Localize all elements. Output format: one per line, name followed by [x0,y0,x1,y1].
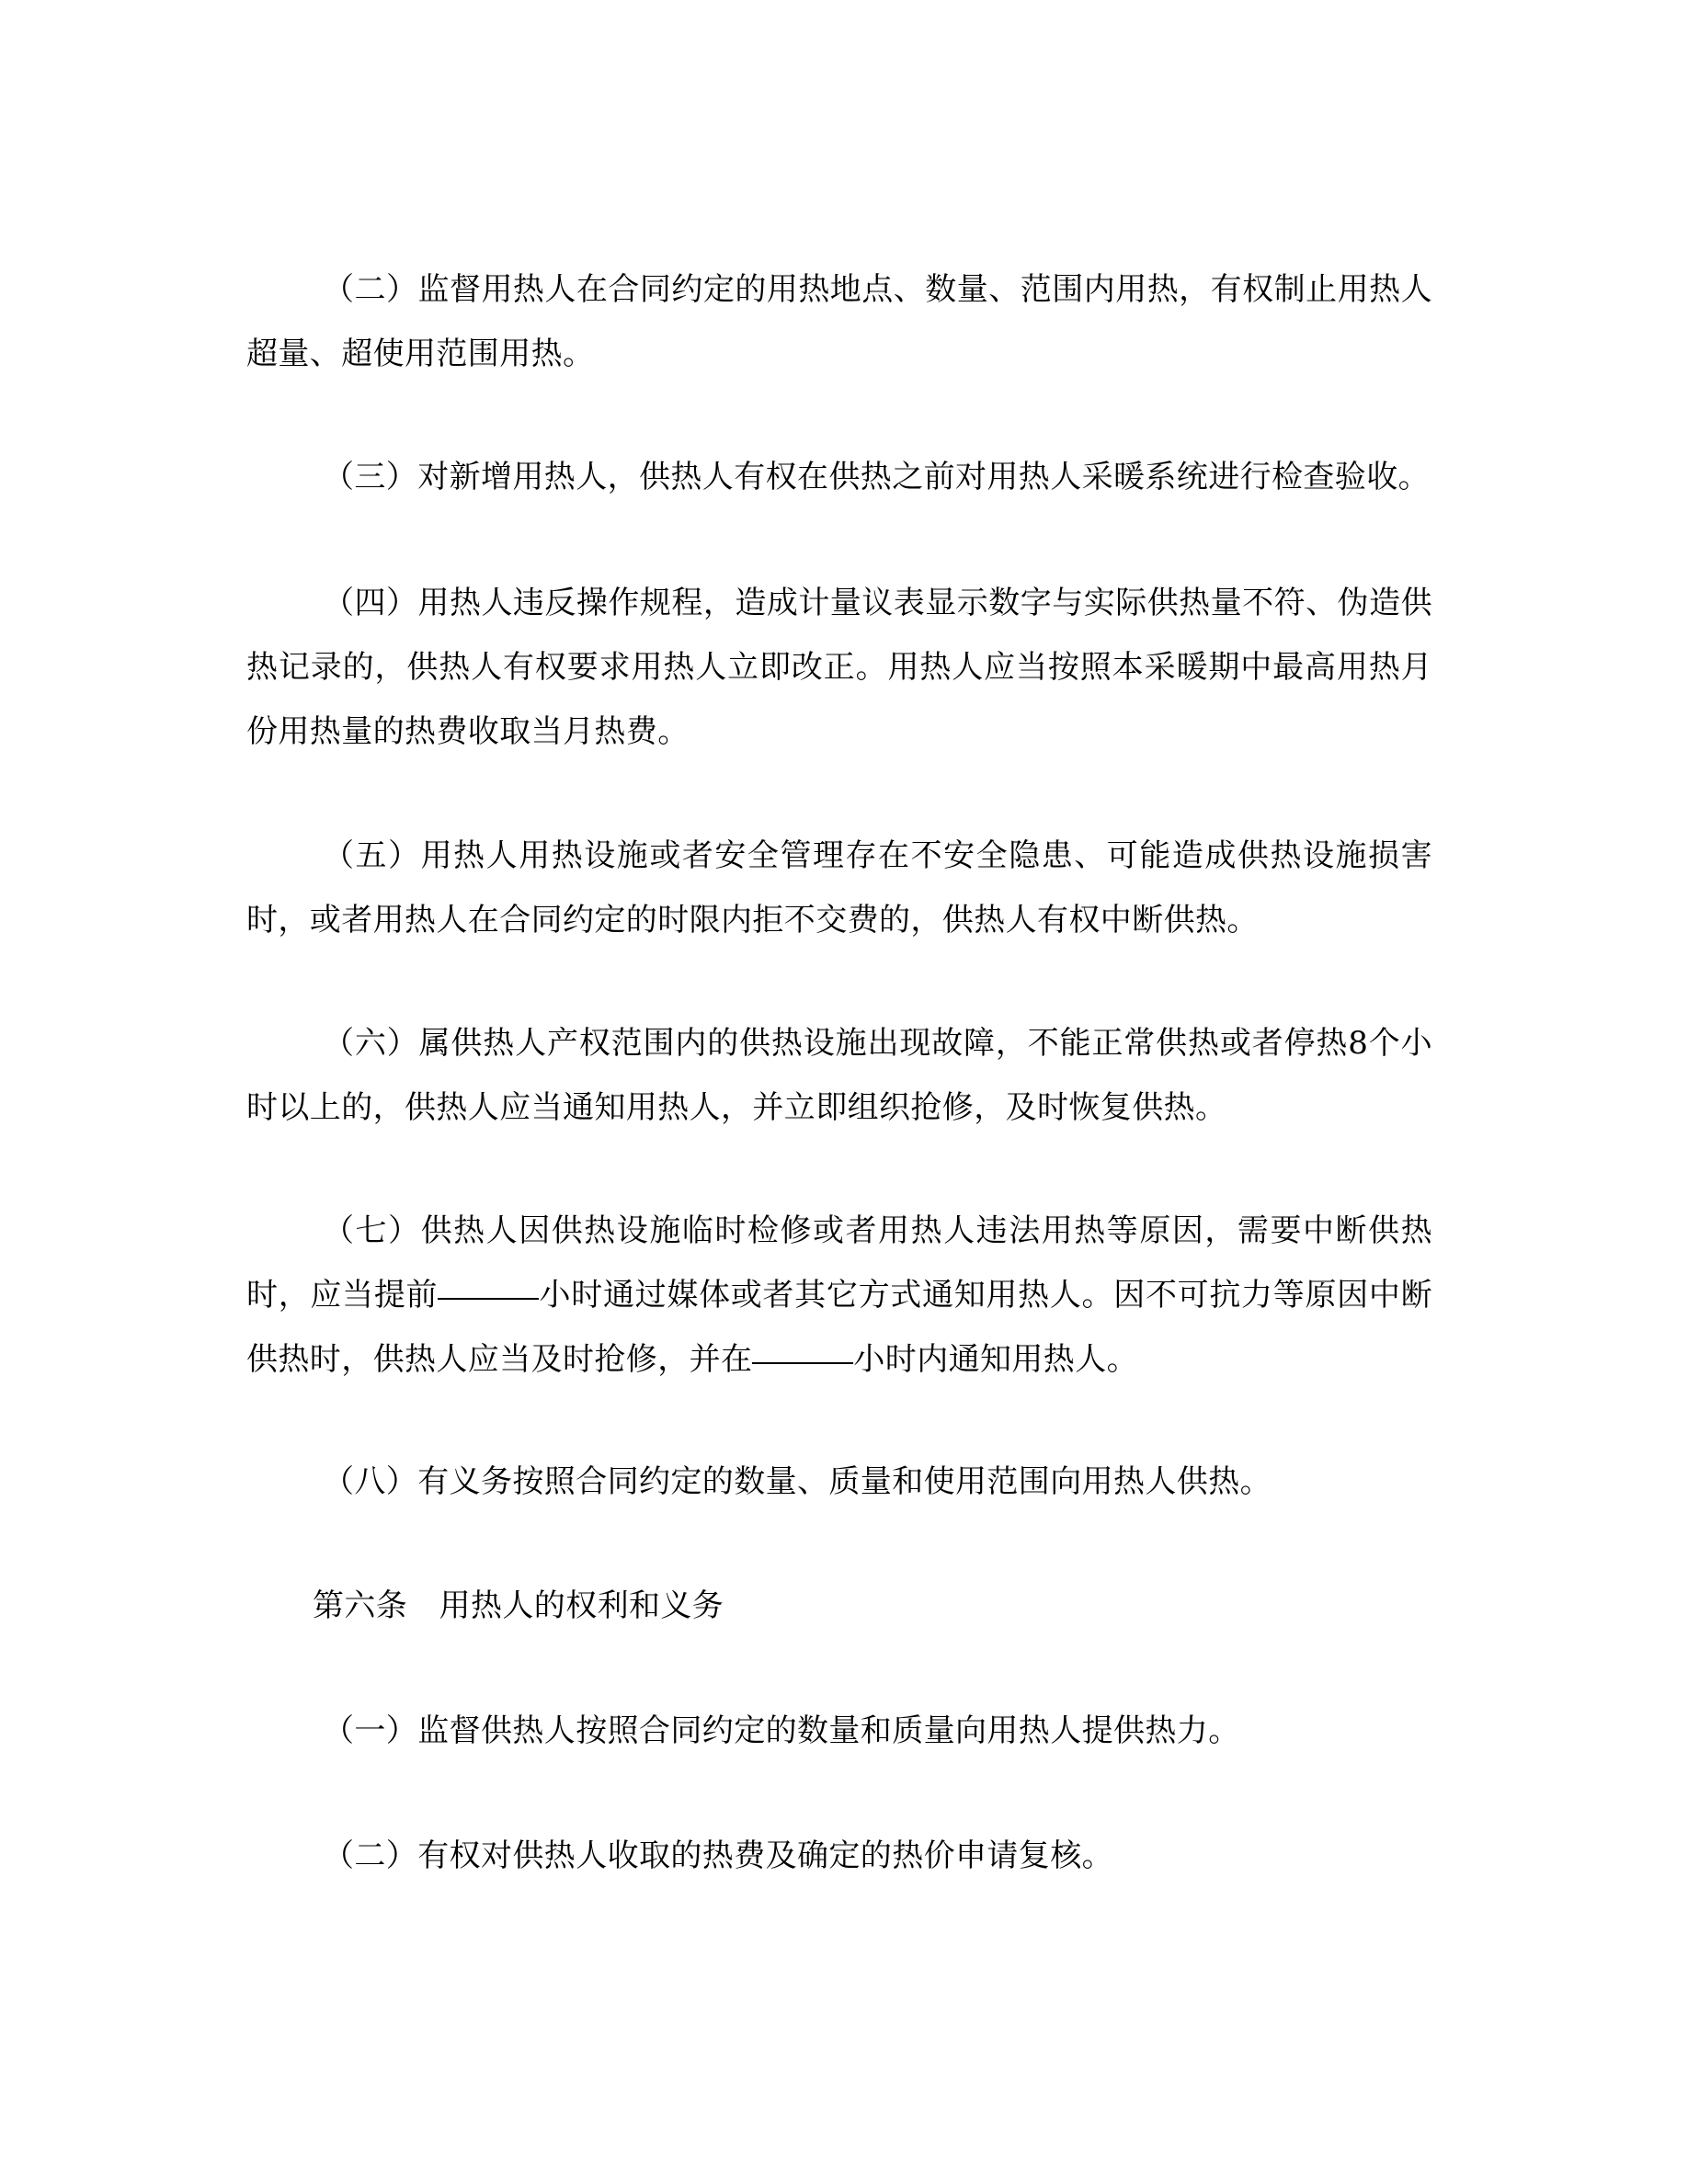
clause-7-text-c: 小时内通知用热人。 [853,1341,1139,1378]
hours-blank-1[interactable] [438,1267,539,1300]
article-6-clause-2: （二）有权对供热人收取的热费及确定的热价申请复核。 [323,1837,1113,1874]
clause-5-interrupt-supply: （五）用热人用热设施或者安全管理存在不安全隐患、可能造成供热设施损害时，或者用热人在合同约定的时限内拒不交费的，供热人有权中断供热。 [246,837,1432,938]
clause-6-fault-repair: （六）属供热人产权范围内的供热设施出现故障，不能正常供热或者停热8个小时以上的，供热人应当通知用热人，并立即组织抢修，及时恢复供热。 [246,1025,1432,1126]
clause-3-inspection: （三）对新增用热人，供热人有权在供热之前对用热人采暖系统进行检查验收。 [323,459,1430,495]
clause-7-notice [246,1199,1432,1392]
clause-8-supply-duty: （八）有义务按照合同约定的数量、质量和使用范围向用热人供热。 [323,1463,1272,1500]
clause-7-text-b: 小时通过媒体或者其它方式通知用热人。因不可抗力等原因中断供热时，供热人应当及时抢修，并在 [246,1277,1432,1378]
article-6-clause-1: （一）监督供热人按照合同约定的数量和质量向用热人提供热力。 [323,1712,1240,1749]
clause-4-meter-violation: （四）用热人违反操作规程，造成计量议表显示数字与实际供热量不符、伪造供热记录的，供热人有权要求用热人立即改正。用热人应当按照本采暖期中最高用热月份用热量的热费收取当月热费。 [246,585,1432,750]
hours-blank-2[interactable] [752,1331,853,1364]
clause-7-text-a: （七）供热人因供热设施临时检修或者用热人违法用热等原因，需要中断供热时，应当提前 [246,1212,1432,1314]
article-6-heading: 第六条 用热人的权利和义务 [313,1587,724,1624]
clause-2-supervise-usage: （二）监督用热人在合同约定的用热地点、数量、范围内用热，有权制止用热人超量、超使用范围用热。 [246,271,1432,372]
